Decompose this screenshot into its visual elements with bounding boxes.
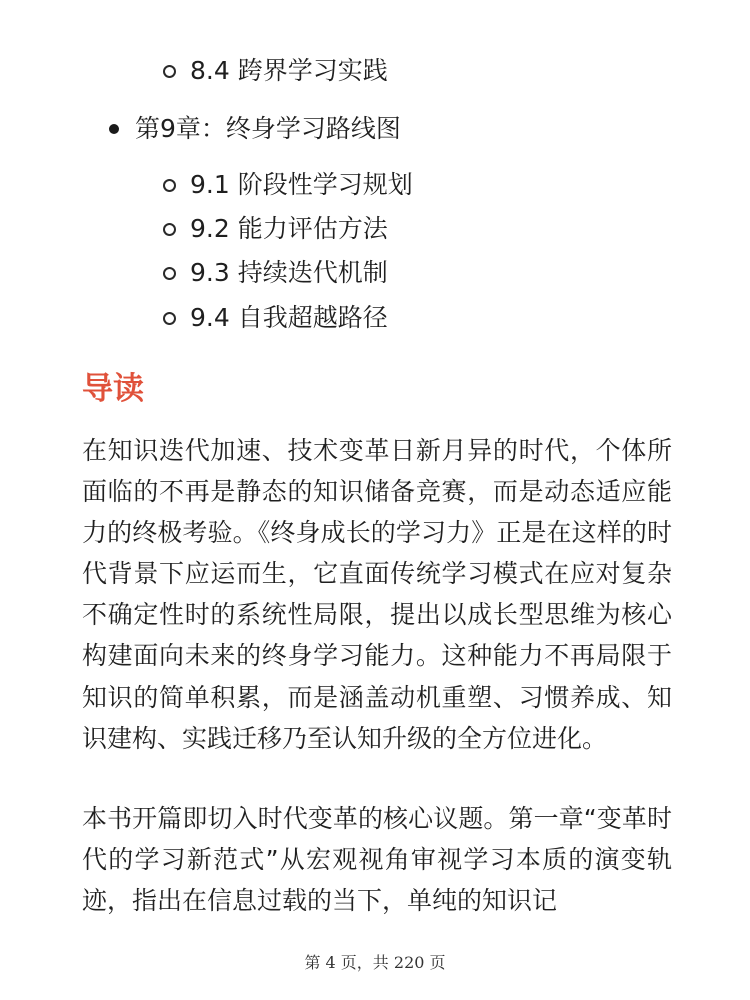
toc-chapter-label: 第9章：终身学习路线图 (135, 114, 401, 143)
toc-item-label: 9.3 持续迭代机制 (190, 258, 388, 287)
paragraph-2: 本书开篇即切入时代变革的核心议题。第一章“变革时代的学习新范式”从宏观视角审视学习本质的演变轨迹，指出在信息过载的当下，单纯的知识记 (82, 804, 672, 916)
toc-chapter-9[interactable] (109, 114, 401, 144)
hollow-bullet-icon (163, 179, 176, 192)
toc-item-9-2[interactable] (163, 214, 388, 244)
paragraph-1: 在知识迭代加速、技术变革日新月异的时代，个体所面临的不再是静态的知识储备竞赛，而是动态适应能力的终极考验。《终身成长的学习力》正是在这样的时代背景下应运而生，它直面传统学习模式在应对复杂不确定性时的系统性局限，提出以成长型思维为核心构建面向未来的终身学习能力。这种能力不再局限于知识的简单积累，而是涵盖动机重塑、习惯养成、知识建构、实践迁移乃至认知升级的全方位进化。 (82, 436, 672, 753)
hollow-bullet-icon (163, 223, 176, 236)
toc-item-9-4[interactable] (163, 303, 388, 333)
hollow-bullet-icon (163, 312, 176, 325)
toc-item-label: 8.4 跨界学习实践 (190, 56, 388, 85)
toc-item-8-4[interactable] (163, 56, 388, 86)
filled-bullet-icon (109, 124, 119, 134)
hollow-bullet-icon (163, 65, 176, 78)
toc-item-9-3[interactable] (163, 258, 388, 288)
hollow-bullet-icon (163, 267, 176, 280)
toc-item-label: 9.2 能力评估方法 (190, 214, 388, 243)
toc-item-label: 9.4 自我超越路径 (190, 303, 388, 332)
section-title: 导读 (82, 371, 144, 407)
toc-item-9-1[interactable] (163, 170, 413, 200)
toc-item-label: 9.1 阶段性学习规划 (190, 170, 413, 199)
page-number: 第 4 页，共 220 页 (304, 953, 446, 972)
